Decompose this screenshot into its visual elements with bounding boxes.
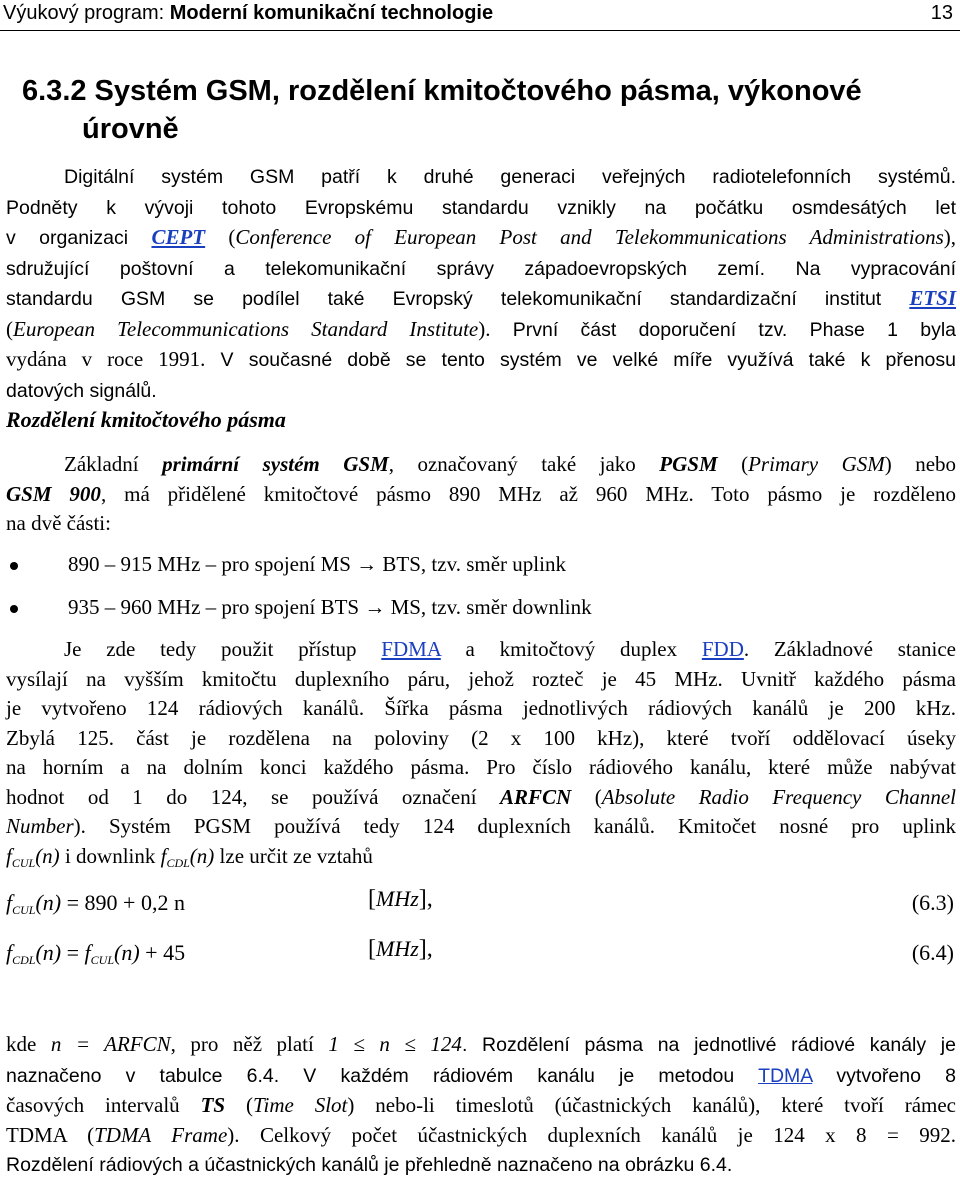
equation-6-3 (6, 886, 956, 922)
text-run: Time Slot (252, 1093, 348, 1117)
math-f: f (84, 940, 91, 965)
text-line (6, 193, 956, 224)
math-subscript: CDL (166, 855, 190, 870)
math-f: f (160, 843, 167, 868)
unit-text: MHz (376, 886, 419, 911)
math-rhs: = 890 + 0,2 n (61, 890, 185, 915)
text-line (6, 635, 956, 665)
math-eq: = (61, 940, 85, 965)
etsi-link[interactable]: ETSI (909, 286, 956, 310)
text-run: TS (200, 1093, 226, 1117)
equation-expression (6, 890, 185, 918)
section-title (22, 72, 922, 148)
text-line (6, 223, 956, 254)
paragraph-intro (6, 162, 956, 406)
section-title-line-2: úrovně (82, 113, 179, 145)
paragraph-tdma (6, 1030, 956, 1181)
list-item-text: 890 – 915 MHz – pro spojení MS → BTS, tzv. směr uplink (68, 552, 566, 576)
tdma-link[interactable]: TDMA (758, 1064, 813, 1087)
text-run: ), (943, 225, 957, 249)
text-run: vytvořeno 8 (812, 1064, 956, 1087)
text-run: Je zde tedy použit přístup (64, 637, 382, 661)
text-run: ( (205, 225, 236, 249)
math-subscript: CUL (11, 855, 36, 870)
text-run: ) nebo-li timeslotů (účastnických kanálů), které tvoří rámec (347, 1093, 956, 1117)
text-run: První část doporučení tzv. Phase 1 byla (490, 318, 956, 341)
text-run: Digitální systém GSM patří k druhé generaci veřejných radiotelefonních systémů. (64, 166, 956, 188)
text-line (6, 345, 956, 376)
header-prefix: Výukový program: (3, 2, 170, 24)
math-arg: (n) (189, 843, 215, 868)
text-run: , označovaný také jako (388, 452, 660, 476)
list-item-text: 935 – 960 MHz – pro spojení BTS → MS, tzv. směr downlink (68, 595, 592, 619)
text-run: , pro něž platí (170, 1032, 329, 1056)
text-run: , má přidělené kmitočtové pásmo 890 MHz až 960 MHz. Toto pásmo je rozděleno (100, 481, 956, 506)
subheading: Rozdělení kmitočtového pásma (6, 407, 286, 432)
text-run: ARFCN (500, 784, 572, 809)
text-run: . Rozdělení pásma na jednotlivé rádiové kanály je (461, 1034, 956, 1056)
text-run: časových intervalů (6, 1093, 201, 1117)
text-run: Zbylá 125. část je rozdělena na poloviny (2 x 100 kHz), které tvoří oddělovací úseky (6, 725, 956, 750)
text-run: TDMA ( (6, 1122, 95, 1147)
text-line (6, 1030, 956, 1061)
text-run: ( (717, 452, 749, 476)
text-line (6, 376, 956, 407)
math-inline: 1 ≤ n ≤ 124 (328, 1032, 462, 1056)
text-run: primární systém GSM (162, 452, 389, 476)
text-line (6, 315, 956, 346)
text-run: v organizaci (6, 227, 152, 249)
list-item (10, 595, 592, 620)
text-run: Na vypracování (765, 257, 956, 280)
equation-unit: [MHz], (368, 936, 433, 962)
text-line (6, 162, 956, 193)
text-run: . Základnové stanice (743, 637, 956, 661)
math-arg: (n) (114, 940, 140, 965)
text-run: hodnot od 1 do 124, se používá označení (6, 784, 501, 809)
text-line (6, 1121, 956, 1151)
bullet-icon (10, 605, 18, 613)
text-run: ) nebo (884, 452, 957, 476)
page-header (0, 0, 960, 31)
math-subscript: CDL (12, 953, 36, 967)
paragraph-channels (6, 635, 956, 878)
text-line (6, 783, 956, 813)
text-run: i downlink (59, 843, 161, 868)
text-run: na dvě části: (6, 511, 111, 535)
header-course (3, 2, 493, 25)
text-run: Conference of European Post and Telekommunications Administrations (235, 225, 944, 249)
text-run: Number (6, 814, 74, 838)
unit-text: MHz (376, 936, 419, 961)
text-run: GSM 900 (6, 481, 101, 506)
text-line (6, 724, 956, 754)
section-title-line-1: 6.3.2 Systém GSM, rozdělení kmitočtového pásma, výkonové (22, 75, 862, 107)
text-line (6, 1150, 956, 1181)
text-run: Absolute Radio Frequency Channel (601, 784, 957, 809)
text-run: standardu GSM se podílel také Evropský telekomunikační standardizační institut (6, 288, 910, 310)
math-f: f (6, 843, 12, 868)
text-line (6, 812, 956, 842)
math-subscript: CUL (12, 903, 36, 917)
paragraph-band (6, 450, 956, 539)
text-run: ( (225, 1093, 253, 1117)
list-item (10, 552, 566, 577)
text-run: vysílají na vyšším kmitočtu duplexního páru, jehož rozteč je 45 MHz. Uvnitř každého pásma (6, 666, 956, 691)
text-run: ). Systém PGSM používá tedy 124 duplexních kanálů. Kmitočet nosné pro uplink (73, 814, 956, 838)
fdd-link[interactable]: FDD (701, 637, 744, 661)
text-line (6, 480, 956, 510)
text-run: vydána v roce 1991. (6, 347, 206, 371)
math-f: f (6, 940, 13, 965)
page-number: 13 (930, 2, 953, 24)
text-run: Primary GSM (748, 452, 885, 476)
text-line (6, 254, 956, 285)
text-run: lze určit ze vztahů (214, 843, 373, 868)
text-run: kde (6, 1032, 51, 1056)
text-run: na horním a na dolním konci každého pásma. Pro číslo rádiového kanálu, které může nabývat (6, 755, 956, 779)
text-line (6, 665, 956, 695)
math-arg: (n) (35, 890, 62, 915)
text-run: je vytvořeno 124 rádiových kanálů. Šířka pásma jednotlivých rádiových kanálů je 200 kHz. (6, 696, 956, 720)
math-subscript: CUL (90, 953, 115, 967)
text-line (6, 1061, 956, 1092)
equation-number: (6.3) (911, 890, 954, 915)
header-title: Moderní komunikační technologie (169, 2, 494, 24)
text-run: European Telecommunications Standard Institute (13, 316, 479, 341)
bullet-icon (10, 562, 18, 570)
text-run: a kmitočtový duplex (440, 637, 702, 661)
text-run: Rozdělení rádiových a účastnických kanálů je přehledně naznačeno na obrázku 6.4. (6, 1154, 733, 1176)
text-line (6, 284, 956, 315)
math-arg: (n) (35, 843, 60, 868)
text-run: TDMA Frame (94, 1122, 228, 1147)
equation-unit: [MHz], (368, 886, 433, 912)
cept-link[interactable]: CEPT (151, 225, 206, 249)
text-line (6, 842, 956, 879)
equation-number: (6.4) (911, 940, 954, 965)
text-run: ). (478, 316, 491, 341)
text-run: sdružující poštovní a telekomunikační správy západoevropských zemí. (6, 257, 766, 280)
text-line (6, 694, 956, 724)
text-run: datových signálů. (6, 379, 157, 402)
text-run: ). Celkový počet účastnických duplexních kanálů je 124 x 8 = 992. (227, 1122, 956, 1147)
text-run: naznačeno v tabulce 6.4. V každém rádiovém kanálu je metodou (6, 1064, 759, 1087)
math-f: f (6, 890, 13, 915)
math-inline: n = ARFCN (50, 1032, 171, 1056)
text-run: Základní (64, 452, 163, 476)
text-run: PGSM (659, 452, 718, 476)
text-run: ( (6, 316, 13, 341)
text-line (6, 450, 956, 480)
math-rhs: + 45 (139, 940, 186, 965)
fdma-link[interactable]: FDMA (381, 637, 441, 661)
math-arg: (n) (35, 940, 62, 965)
text-run: V současné době se tento systém ve velké míře využívá také k přenosu (205, 349, 956, 371)
equation-6-4 (6, 936, 956, 972)
text-line (6, 509, 956, 539)
text-line (6, 753, 956, 783)
text-run: Podněty k vývoji tohoto Evropskému standardu vznikly na počátku osmdesátých let (6, 196, 956, 219)
text-line (6, 1091, 956, 1121)
text-run: ( (571, 784, 602, 809)
equation-expression (6, 940, 185, 968)
